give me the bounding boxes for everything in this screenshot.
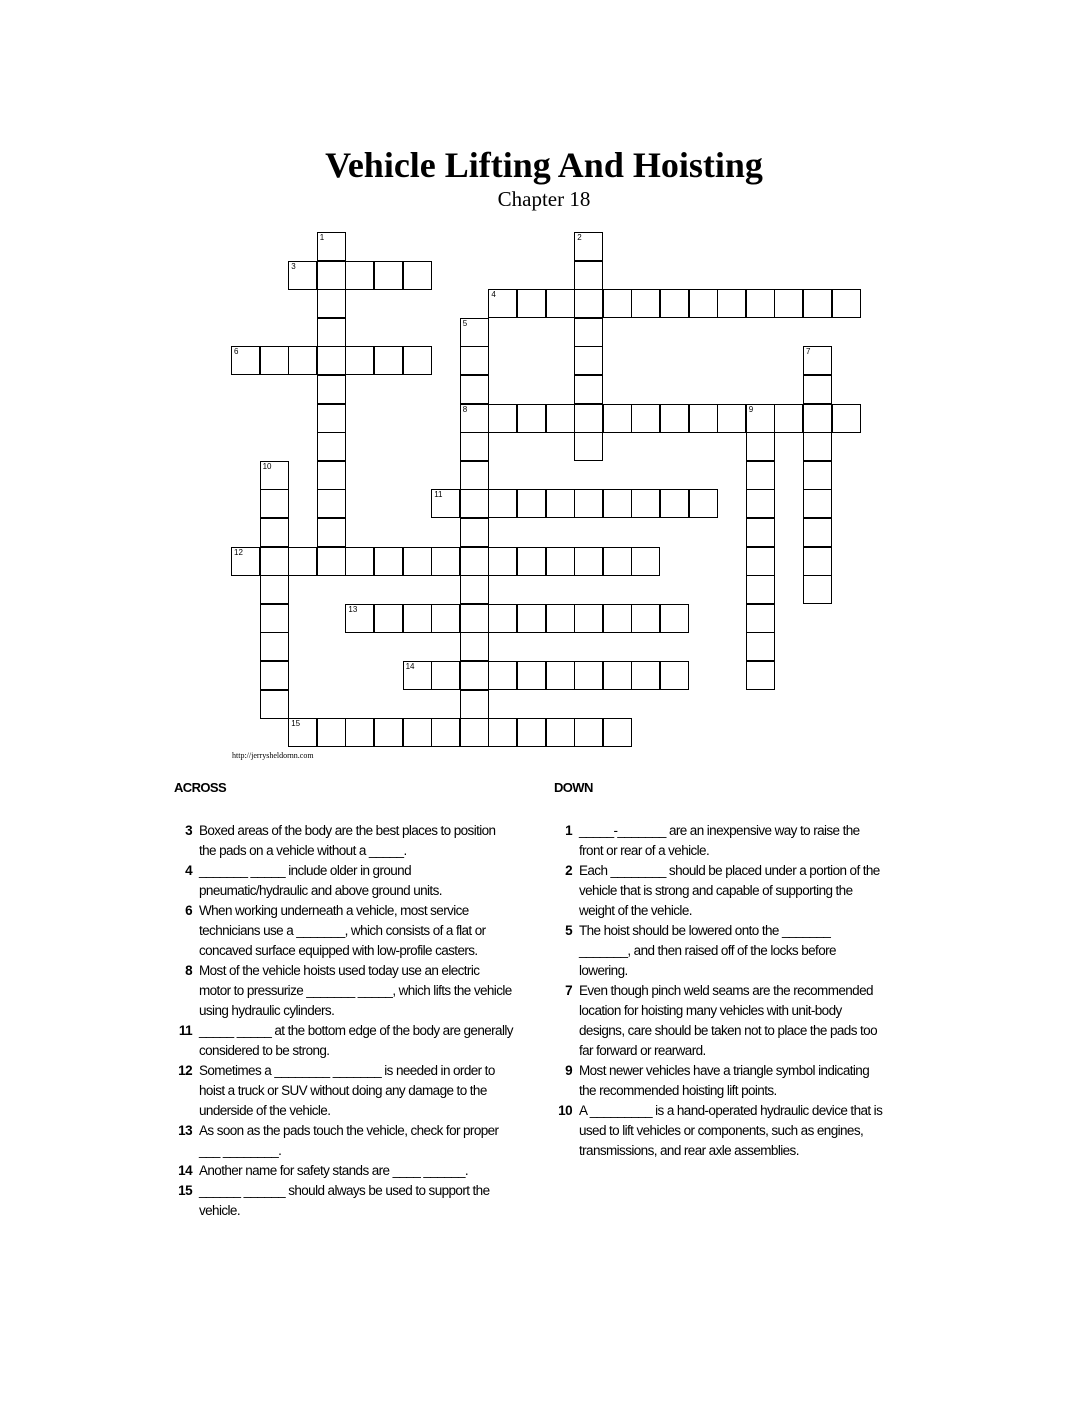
grid-cell[interactable]: [803, 518, 832, 547]
clue-text: When working underneath a vehicle, most service technicians use a _______, which consists of a flat or concaved surface equipped with low-profile casters.: [199, 903, 486, 958]
clue-number: 3: [185, 823, 192, 838]
clue-item: [554, 981, 884, 1061]
across-heading: ACROSS: [174, 780, 227, 795]
clue-text: Boxed areas of the body are the best places to position the pads on a vehicle without a _____.: [199, 823, 496, 858]
grid-cell[interactable]: [660, 404, 689, 433]
grid-cell[interactable]: [260, 632, 289, 661]
grid-cell[interactable]: [746, 404, 775, 433]
grid-cell[interactable]: [460, 547, 489, 576]
grid-cell[interactable]: [574, 661, 603, 690]
clue-item: [174, 1121, 514, 1161]
grid-cell[interactable]: [689, 289, 718, 318]
grid-cell[interactable]: [288, 261, 317, 290]
grid-cell[interactable]: [374, 604, 403, 633]
grid-cell[interactable]: [317, 346, 346, 375]
clue-number: 6: [185, 903, 192, 918]
clue-text: As soon as the pads touch the vehicle, check for proper ___ ________.: [199, 1123, 499, 1158]
grid-cell[interactable]: [488, 661, 517, 690]
clue-item: [554, 1061, 884, 1101]
grid-cell[interactable]: [631, 661, 660, 690]
grid-cell[interactable]: [317, 489, 346, 518]
clue-item: [554, 1101, 884, 1161]
grid-cell[interactable]: [574, 404, 603, 433]
grid-cell[interactable]: [317, 718, 346, 747]
grid-cell[interactable]: [317, 432, 346, 461]
clue-text: Even though pinch weld seams are the recommended location for hoisting many vehicles with unit-body designs, care should be taken not to place the pads too far forward or rearward.: [579, 983, 877, 1058]
grid-cell[interactable]: [260, 661, 289, 690]
cell-number: 7: [806, 347, 811, 357]
grid-cell[interactable]: [546, 661, 575, 690]
grid-cell[interactable]: [260, 489, 289, 518]
grid-cell[interactable]: [832, 289, 861, 318]
grid-cell[interactable]: [717, 289, 746, 318]
grid-cell[interactable]: [260, 346, 289, 375]
grid-cell[interactable]: [431, 604, 460, 633]
grid-cell[interactable]: [603, 604, 632, 633]
cell-number: 1: [319, 233, 325, 242]
clue-text: Each ________ should be placed under a portion of the vehicle that is strong and capable of supporting the weight of the vehicle.: [579, 863, 880, 918]
grid-cell[interactable]: [317, 547, 346, 576]
clue-text: Most newer vehicles have a triangle symbol indicating the recommended hoisting lift points.: [579, 1063, 870, 1098]
grid-cell[interactable]: [746, 289, 775, 318]
grid-cell[interactable]: [603, 289, 632, 318]
down-heading: DOWN: [554, 780, 593, 795]
clue-number: 11: [178, 1023, 192, 1038]
grid-cell[interactable]: [431, 718, 460, 747]
grid-cell[interactable]: [345, 346, 374, 375]
grid-cell[interactable]: [746, 632, 775, 661]
grid-cell[interactable]: [517, 547, 546, 576]
grid-cell[interactable]: [231, 346, 260, 375]
grid-cell[interactable]: [574, 318, 603, 347]
clue-item: [174, 1181, 514, 1221]
across-clues: [174, 779, 514, 1221]
grid-cell[interactable]: [603, 489, 632, 518]
grid-cell[interactable]: [260, 547, 289, 576]
down-clues: [554, 779, 884, 1161]
grid-cell[interactable]: [460, 661, 489, 690]
grid-cell[interactable]: [460, 575, 489, 604]
grid-cell[interactable]: [717, 404, 746, 433]
grid-cell[interactable]: [574, 289, 603, 318]
grid-cell[interactable]: [460, 318, 489, 347]
grid-cell[interactable]: [631, 289, 660, 318]
clue-number: 15: [178, 1183, 192, 1198]
grid-cell[interactable]: [231, 547, 260, 576]
grid-cell[interactable]: [460, 632, 489, 661]
grid-cell[interactable]: [517, 661, 546, 690]
cell-number: 10: [262, 461, 272, 471]
grid-cell[interactable]: [517, 289, 546, 318]
grid-cell[interactable]: [345, 718, 374, 747]
clue-text: _____ _____ at the bottom edge of the body are generally considered to be strong.: [199, 1023, 513, 1058]
grid-cell[interactable]: [660, 661, 689, 690]
grid-cell[interactable]: [660, 604, 689, 633]
clue-item: [174, 901, 514, 961]
clue-item: [554, 921, 884, 981]
grid-cell[interactable]: [317, 318, 346, 347]
grid-cell[interactable]: [488, 604, 517, 633]
grid-cell[interactable]: [460, 375, 489, 404]
grid-cell[interactable]: [488, 289, 517, 318]
grid-cell[interactable]: [774, 404, 803, 433]
grid-cell[interactable]: [517, 718, 546, 747]
grid-cell[interactable]: [631, 604, 660, 633]
grid-cell[interactable]: [631, 404, 660, 433]
grid-cell[interactable]: [546, 289, 575, 318]
grid-cell[interactable]: [574, 718, 603, 747]
grid-cell[interactable]: [603, 404, 632, 433]
clue-number: 9: [565, 1063, 572, 1078]
grid-cell[interactable]: [403, 661, 432, 690]
down-clue-list: [554, 821, 884, 1161]
cell-number: 3: [291, 261, 296, 271]
grid-cell[interactable]: [774, 289, 803, 318]
grid-cell[interactable]: [317, 461, 346, 490]
clue-item: [174, 1021, 514, 1061]
clue-item: [174, 861, 514, 901]
cell-number: 13: [348, 604, 358, 614]
grid-cell[interactable]: [803, 575, 832, 604]
grid-cell[interactable]: [803, 432, 832, 461]
grid-cell[interactable]: [317, 404, 346, 433]
grid-cell[interactable]: [803, 547, 832, 576]
cell-number: 8: [462, 404, 468, 414]
puzzle-title: Vehicle Lifting And Hoisting: [325, 145, 763, 185]
grid-cell[interactable]: [546, 718, 575, 747]
grid-cell[interactable]: [260, 690, 289, 719]
grid-cell[interactable]: [260, 604, 289, 633]
grid-cell[interactable]: [488, 718, 517, 747]
clue-number: 10: [558, 1103, 572, 1118]
grid-cell[interactable]: [746, 518, 775, 547]
grid-cell[interactable]: [746, 461, 775, 490]
clue-item: [174, 1061, 514, 1121]
grid-cell[interactable]: [460, 489, 489, 518]
cell-number: 6: [234, 347, 239, 357]
grid-cell[interactable]: [574, 489, 603, 518]
clue-number: 12: [178, 1063, 192, 1078]
grid-cell[interactable]: [803, 375, 832, 404]
grid-cell[interactable]: [517, 489, 546, 518]
grid-cell[interactable]: [546, 547, 575, 576]
cell-number: 2: [577, 233, 582, 242]
grid-cell[interactable]: [689, 404, 718, 433]
grid-cell[interactable]: [317, 289, 346, 318]
grid-cell[interactable]: [746, 432, 775, 461]
clue-number: 7: [565, 983, 572, 998]
grid-cell[interactable]: [660, 489, 689, 518]
grid-cell[interactable]: [689, 489, 718, 518]
grid-cell[interactable]: [603, 718, 632, 747]
grid-cell[interactable]: [546, 489, 575, 518]
grid-cell[interactable]: [574, 232, 603, 261]
grid-cell[interactable]: [574, 261, 603, 290]
grid-cell[interactable]: [517, 604, 546, 633]
grid-cell[interactable]: [803, 346, 832, 375]
clue-number: 13: [178, 1123, 192, 1138]
grid-cell[interactable]: [517, 404, 546, 433]
grid-cell[interactable]: [460, 461, 489, 490]
grid-cell[interactable]: [546, 604, 575, 633]
grid-cell[interactable]: [288, 547, 317, 576]
grid-cell[interactable]: [460, 518, 489, 547]
clue-text: _______ _____ include older in ground pneumatic/hydraulic and above ground units.: [199, 863, 442, 898]
clue-text: Sometimes a ________ _______ is needed in order to hoist a truck or SUV without doing any damage to the underside of the vehicle.: [199, 1063, 495, 1118]
grid-cell[interactable]: [803, 461, 832, 490]
grid-cell[interactable]: [317, 518, 346, 547]
grid-cell[interactable]: [431, 547, 460, 576]
cell-number: 14: [405, 662, 415, 671]
grid-cell[interactable]: [288, 718, 317, 747]
grid-cell[interactable]: [374, 261, 403, 290]
cell-number: 5: [462, 318, 468, 328]
clue-item: [554, 821, 884, 861]
clue-number: 2: [565, 863, 572, 878]
grid-cell[interactable]: [546, 404, 575, 433]
grid-cell[interactable]: [746, 661, 775, 690]
grid-cell[interactable]: [832, 404, 861, 433]
grid-cell[interactable]: [574, 346, 603, 375]
across-clue-list: [174, 821, 514, 1221]
grid-cell[interactable]: [746, 604, 775, 633]
grid-cell[interactable]: [803, 289, 832, 318]
cell-number: 12: [234, 547, 243, 557]
grid-cell[interactable]: [574, 375, 603, 404]
grid-cell[interactable]: [460, 604, 489, 633]
grid-cell[interactable]: [803, 404, 832, 433]
grid-cell[interactable]: [345, 261, 374, 290]
clue-text: _____-_______ are an inexpensive way to raise the front or rear of a vehicle.: [579, 823, 860, 858]
grid-cell[interactable]: [488, 489, 517, 518]
grid-cell[interactable]: [260, 575, 289, 604]
grid-cell[interactable]: [260, 518, 289, 547]
grid-cell[interactable]: [431, 661, 460, 690]
grid-cell[interactable]: [288, 346, 317, 375]
cell-number: 11: [434, 490, 443, 500]
clue-item: [174, 1161, 514, 1181]
grid-cell[interactable]: [574, 604, 603, 633]
clue-item: [554, 861, 884, 921]
grid-cell[interactable]: [403, 604, 432, 633]
grid-cell[interactable]: [460, 346, 489, 375]
clue-item: [174, 961, 514, 1021]
grid-cell[interactable]: [345, 604, 374, 633]
grid-cell[interactable]: [631, 489, 660, 518]
cell-number: 9: [748, 404, 754, 414]
grid-cell[interactable]: [460, 404, 489, 433]
grid-cell[interactable]: [488, 547, 517, 576]
grid-cell[interactable]: [460, 432, 489, 461]
grid-cell[interactable]: [460, 690, 489, 719]
grid-cell[interactable]: [746, 547, 775, 576]
grid-cell[interactable]: [403, 547, 432, 576]
clue-text: A _________ is a hand-operated hydraulic device that is used to lift vehicles or components, such as engines, transmissions, and rear axle assemblies.: [579, 1103, 883, 1158]
grid-cell[interactable]: [460, 718, 489, 747]
clue-text: Another name for safety stands are ____ ______.: [199, 1163, 468, 1178]
clue-number: 1: [565, 823, 572, 838]
clue-number: 14: [178, 1163, 192, 1178]
grid-cell[interactable]: [374, 547, 403, 576]
grid-cell[interactable]: [631, 547, 660, 576]
clue-text: The hoist should be lowered onto the _______ _______, and then raised off of the locks before lowering.: [579, 923, 836, 978]
puzzle-subtitle: Chapter 18: [497, 187, 591, 211]
clue-text: Most of the vehicle hoists used today use an electric motor to pressurize _______ _____, which lifts the vehicle using hydraulic cylinders.: [199, 963, 512, 1018]
grid-cell[interactable]: [317, 375, 346, 404]
grid-cell[interactable]: [803, 489, 832, 518]
grid-cell[interactable]: [660, 289, 689, 318]
grid-cell[interactable]: [317, 232, 346, 261]
grid-cell[interactable]: [317, 261, 346, 290]
grid-cell[interactable]: [603, 661, 632, 690]
grid-cell[interactable]: [403, 261, 432, 290]
clue-item: [174, 821, 514, 861]
grid-cell[interactable]: [488, 404, 517, 433]
grid-cell[interactable]: [403, 718, 432, 747]
grid-cell[interactable]: [345, 547, 374, 576]
grid-cell[interactable]: [374, 346, 403, 375]
cell-number: 4: [491, 290, 496, 300]
grid-cell[interactable]: [574, 547, 603, 576]
grid-cell[interactable]: [574, 432, 603, 461]
grid-cell[interactable]: [603, 547, 632, 576]
clue-number: 5: [565, 923, 572, 938]
clue-text: ______ ______ should always be used to support the vehicle.: [199, 1183, 490, 1218]
grid-cell[interactable]: [260, 461, 289, 490]
source-url: http://jerrysheldornn.com: [232, 751, 314, 760]
clue-number: 8: [185, 963, 192, 978]
grid-cell[interactable]: [403, 346, 432, 375]
cell-number: 15: [291, 719, 301, 729]
clue-number: 4: [185, 863, 192, 878]
grid-cell[interactable]: [746, 489, 775, 518]
grid-cell[interactable]: [374, 718, 403, 747]
grid-cell[interactable]: [431, 489, 460, 518]
grid-cell[interactable]: [746, 575, 775, 604]
